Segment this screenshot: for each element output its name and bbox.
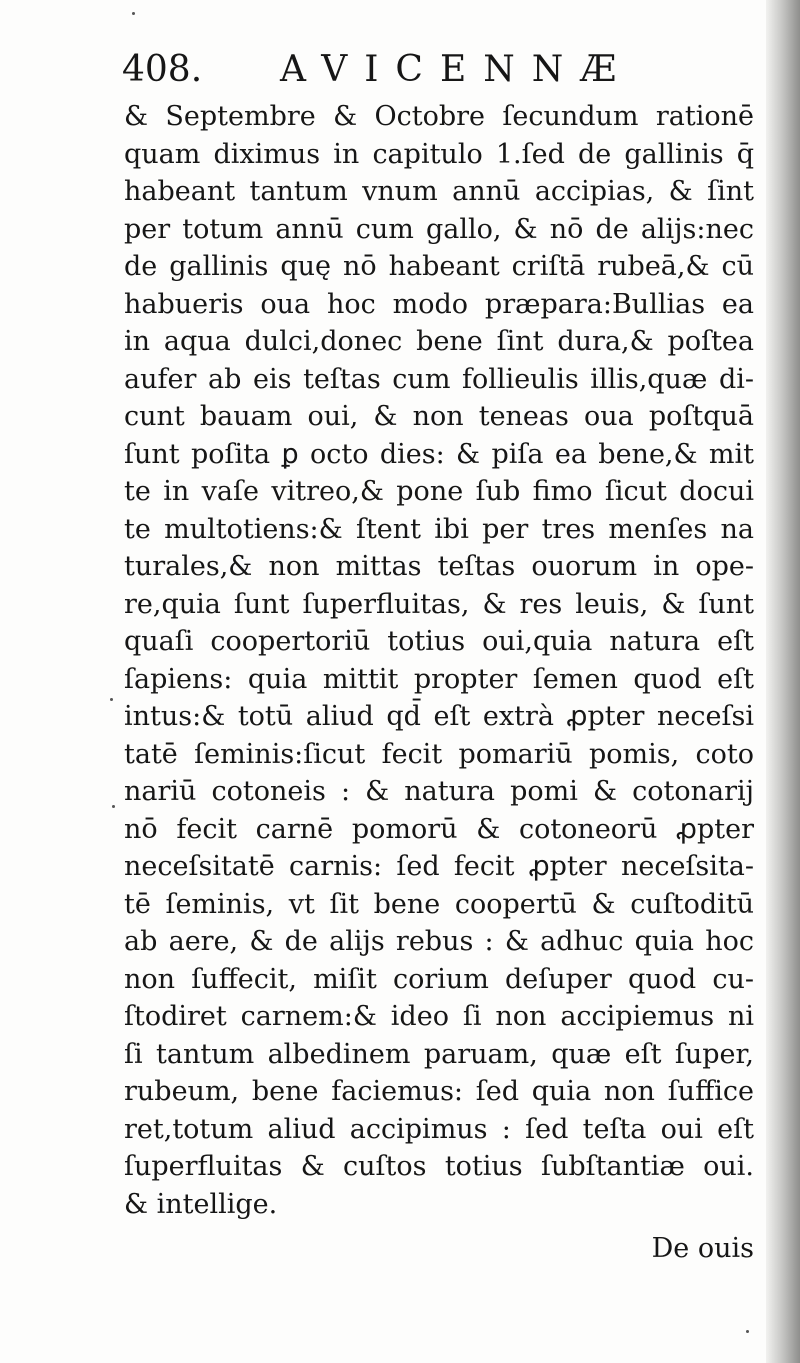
text-line: in aqua dulci,donec bene ſint dura,& poſtea: [124, 326, 754, 357]
text-line: re,quia ſunt ſuperfluitas, & res leuis, & ſunt: [124, 588, 754, 620]
catchword: De ouis: [651, 1233, 754, 1264]
text-line: ret,totum aliud accipimus : ſed teſta oui eſt: [124, 1113, 754, 1145]
text-line: neceſsitatē carnis: ſed fecit ꝓpter neceſsita-: [124, 851, 754, 882]
text-line: tē ſeminis, vt ſit bene coopertū & cuſtoditū: [124, 888, 754, 920]
text-line: non ſuffecit, miſit corium deſuper quod cu-: [124, 963, 754, 995]
text-line: quam diximus in capitulo 1.ſed de gallinis q̄: [124, 138, 754, 170]
text-line: nō fecit carnē pomorū & cotoneorū ꝓpter: [124, 813, 754, 845]
text-line: ab aere, & de alijs rebus : & adhuc quia hoc: [124, 926, 754, 957]
ink-speck: [746, 1330, 749, 1333]
text-line: te in vaſe vitreo,& pone ſub fimo ſicut docui: [124, 476, 754, 507]
ink-speck: [132, 12, 135, 15]
text-line: quaſi coopertoriū totius oui,quia natura eſt: [124, 626, 754, 657]
text-line: & Septembre & Octobre ſecundum rationē: [124, 101, 754, 132]
text-line: rubeum, bene faciemus: ſed quia non ſuffice: [124, 1076, 754, 1107]
text-line: ſtodiret carnem:& ideo ſi non accipiemus ni: [124, 1001, 754, 1032]
page-number: 408.: [122, 49, 203, 90]
text-line: habueris oua hoc modo præpara:Bullias ea: [124, 288, 754, 320]
text-line: de gallinis quę nō habeant criſtā rubeā,& cū: [124, 251, 754, 282]
text-line: te multotiens:& ſtent ibi per tres menſes na: [124, 513, 754, 545]
text-line: tatē ſeminis:ſicut fecit pomariū pomis, coto: [124, 738, 754, 770]
page-header: [122, 48, 762, 94]
text-line: & intellige.: [124, 1188, 278, 1220]
text-line: aufer ab eis teſtas cum follieulis illis,quæ di-: [124, 363, 754, 395]
text-line: ſuperfluitas & cuſtos totius ſubſtantiæ oui.: [124, 1151, 754, 1182]
body-text: [124, 98, 764, 1223]
text-line: ſi tantum albedinem paruam, quæ eſt ſuper,: [124, 1038, 754, 1070]
text-line: ſapiens: quia mittit propter ſemen quod eſt: [124, 663, 754, 695]
text-line: cunt bauam oui, & non teneas oua poſtquā: [124, 401, 754, 432]
running-title: AVICENNÆ: [280, 49, 634, 90]
ink-speck: [110, 698, 113, 701]
text-line: ſunt poſita ꝑ octo dies: & piſa ea bene,& mit: [124, 438, 754, 470]
text-line: nariū cotoneis : & natura pomi & cotonarij: [124, 776, 754, 807]
text-line: intus:& totū aliud qd̄ eſt extrà ꝓpter neceſsi: [124, 701, 754, 732]
text-line: per totum annū cum gallo, & nō de alijs:nec: [124, 213, 754, 245]
ink-speck: [112, 805, 115, 808]
text-line: turales,& non mittas teſtas ouorum in ope-: [124, 551, 754, 582]
page-gutter-shadow: [766, 0, 800, 1363]
text-line: habeant tantum vnum annū accipias, & ſint: [124, 176, 754, 207]
